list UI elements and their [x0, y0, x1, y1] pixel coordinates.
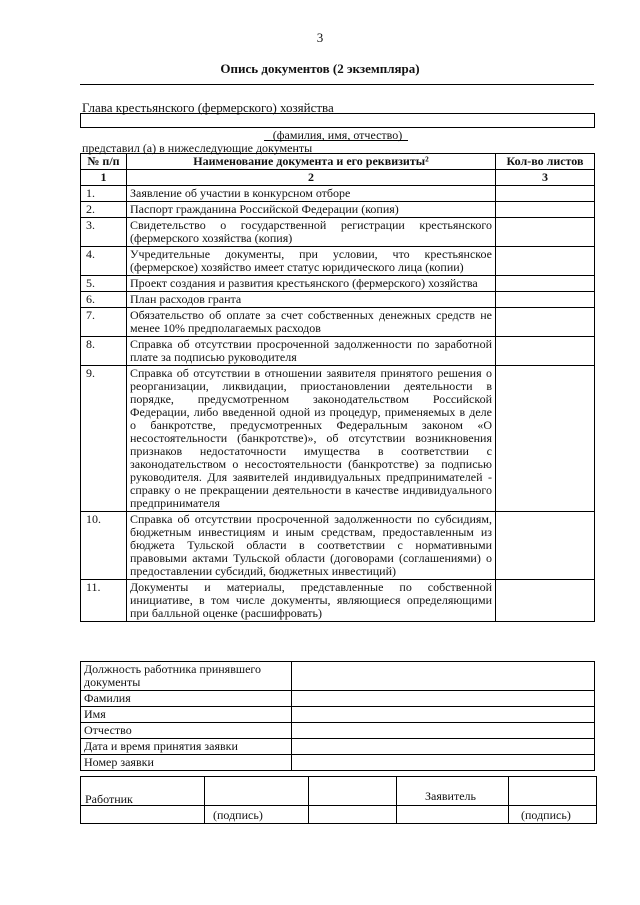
acceptance-value-field[interactable]	[292, 662, 595, 691]
page-number: 3	[316, 30, 324, 45]
acceptance-value-field[interactable]	[292, 755, 595, 771]
table-row	[81, 276, 595, 292]
holder-label: Глава крестьянского (фермерского) хозяйства	[82, 100, 334, 115]
row-number: 11.	[81, 580, 127, 622]
fio-caption: (фамилия, имя, отчество)	[272, 128, 403, 142]
row-number: 1.	[81, 186, 127, 202]
row-number: 5.	[81, 276, 127, 292]
row-sheet-count[interactable]	[496, 247, 595, 276]
row-document-name: План расходов гранта	[127, 292, 496, 308]
header-name: Наименование документа и его реквизиты²	[127, 154, 496, 170]
row-document-name: Свидетельство о государственной регистрации крестьянского (фермерского хозяйства (копия)	[127, 218, 496, 247]
row-number: 2.	[81, 202, 127, 218]
row-number: 8.	[81, 337, 127, 366]
table-row	[81, 512, 595, 580]
column-numbers-row	[81, 170, 595, 186]
title-divider	[80, 84, 594, 85]
row-sheet-count[interactable]	[496, 276, 595, 292]
row-sheet-count[interactable]	[496, 218, 595, 247]
row-sheet-count[interactable]	[496, 186, 595, 202]
row-document-name: Паспорт гражданина Российской Федерации (копия)	[127, 202, 496, 218]
row-document-name: Проект создания и развития крестьянского (фермерского) хозяйства	[127, 276, 496, 292]
presented-label: представил (а) в нижеследующие документы	[82, 141, 313, 155]
signature-block	[80, 776, 597, 824]
acceptance-label: Должность работника принявшего документы	[81, 662, 292, 691]
acceptance-value-field[interactable]	[292, 707, 595, 723]
row-number: 4.	[81, 247, 127, 276]
row-document-name: Документы и материалы, представленные по собственной инициативе, в том числе документы, являющиеся определяющими при балльной оценке (расшифровать)	[127, 580, 496, 622]
acceptance-row	[81, 723, 595, 739]
acceptance-value-field[interactable]	[292, 691, 595, 707]
acceptance-label: Имя	[81, 707, 292, 723]
row-number: 10.	[81, 512, 127, 580]
row-document-name: Заявление об участии в конкурсном отборе	[127, 186, 496, 202]
table-row	[81, 202, 595, 218]
table-row	[81, 366, 595, 512]
row-document-name: Обязательство об оплате за счет собственных денежных средств не менее 10% предполагаемых расходов	[127, 308, 496, 337]
row-number: 7.	[81, 308, 127, 337]
table-row	[81, 580, 595, 622]
row-sheet-count[interactable]	[496, 202, 595, 218]
acceptance-label: Дата и время принятия заявки	[81, 739, 292, 755]
row-sheet-count[interactable]	[496, 366, 595, 512]
signature-divider	[204, 777, 205, 823]
acceptance-value-field[interactable]	[292, 723, 595, 739]
worker-signature-caption: (подпись)	[213, 808, 263, 822]
acceptance-row	[81, 707, 595, 723]
acceptance-label: Номер заявки	[81, 755, 292, 771]
signature-divider	[508, 777, 509, 823]
row-number: 3.	[81, 218, 127, 247]
acceptance-table	[80, 661, 595, 771]
row-document-name: Справка об отсутствии в отношении заявителя принятого решения о реорганизации, ликвидации, приостановлении деятельности в порядке, предусмотренном законодательством Российской Федерации, либо введенной одной из процедур, применяемых в деле о банкротстве, предусмотренных Федеральным законом «О несостоятельности (банкротстве)», об отсутствии возникновения признаков недостаточности имущества в соответствии с законодательством о несостоятельности (банкротстве) за подписью руководителя. Для заявителей индивидуальных предпринимателей - справку о не прекращении деятельности в качестве индивидуального предпринимателя	[127, 366, 496, 512]
applicant-label: Заявитель	[425, 789, 476, 803]
documents-table	[80, 153, 595, 622]
table-row	[81, 247, 595, 276]
column-number: 1	[81, 170, 127, 186]
signature-divider	[308, 777, 309, 823]
table-row	[81, 186, 595, 202]
table-row	[81, 337, 595, 366]
signature-divider	[396, 777, 397, 823]
row-document-name: Учредительные документы, при условии, что крестьянское (фермерское) хозяйство имеет статус юридического лица (копии)	[127, 247, 496, 276]
row-sheet-count[interactable]	[496, 308, 595, 337]
acceptance-label: Фамилия	[81, 691, 292, 707]
header-num: № п/п	[81, 154, 127, 170]
row-document-name: Справка об отсутствии просроченной задолженности по субсидиям, бюджетным инвестициям и иным средствам, предоставленным из бюджета Тульской области в соответствии с нормативными правовыми актами Тульской области (договорами (соглашениями) о предоставлении субсидий, бюджетных инвестиций)	[127, 512, 496, 580]
table-row	[81, 218, 595, 247]
row-sheet-count[interactable]	[496, 580, 595, 622]
row-sheet-count[interactable]	[496, 292, 595, 308]
acceptance-row	[81, 739, 595, 755]
acceptance-value-field[interactable]	[292, 739, 595, 755]
column-number: 2	[127, 170, 496, 186]
row-number: 6.	[81, 292, 127, 308]
table-row	[81, 308, 595, 337]
row-number: 9.	[81, 366, 127, 512]
table-header-row	[81, 154, 595, 170]
acceptance-row	[81, 691, 595, 707]
row-document-name: Справка об отсутствии просроченной задолженности по заработной плате за подписью руководителя	[127, 337, 496, 366]
acceptance-row	[81, 662, 595, 691]
signature-baseline	[81, 805, 596, 806]
row-sheet-count[interactable]	[496, 337, 595, 366]
page-title: Опись документов (2 экземпляра)	[220, 61, 420, 76]
header-count: Кол-во листов	[496, 154, 595, 170]
applicant-signature-caption: (подпись)	[521, 808, 571, 822]
worker-label: Работник	[85, 792, 133, 806]
fio-input-box[interactable]	[80, 113, 595, 128]
row-sheet-count[interactable]	[496, 512, 595, 580]
column-number: 3	[496, 170, 595, 186]
acceptance-label: Отчество	[81, 723, 292, 739]
table-row	[81, 292, 595, 308]
acceptance-row	[81, 755, 595, 771]
